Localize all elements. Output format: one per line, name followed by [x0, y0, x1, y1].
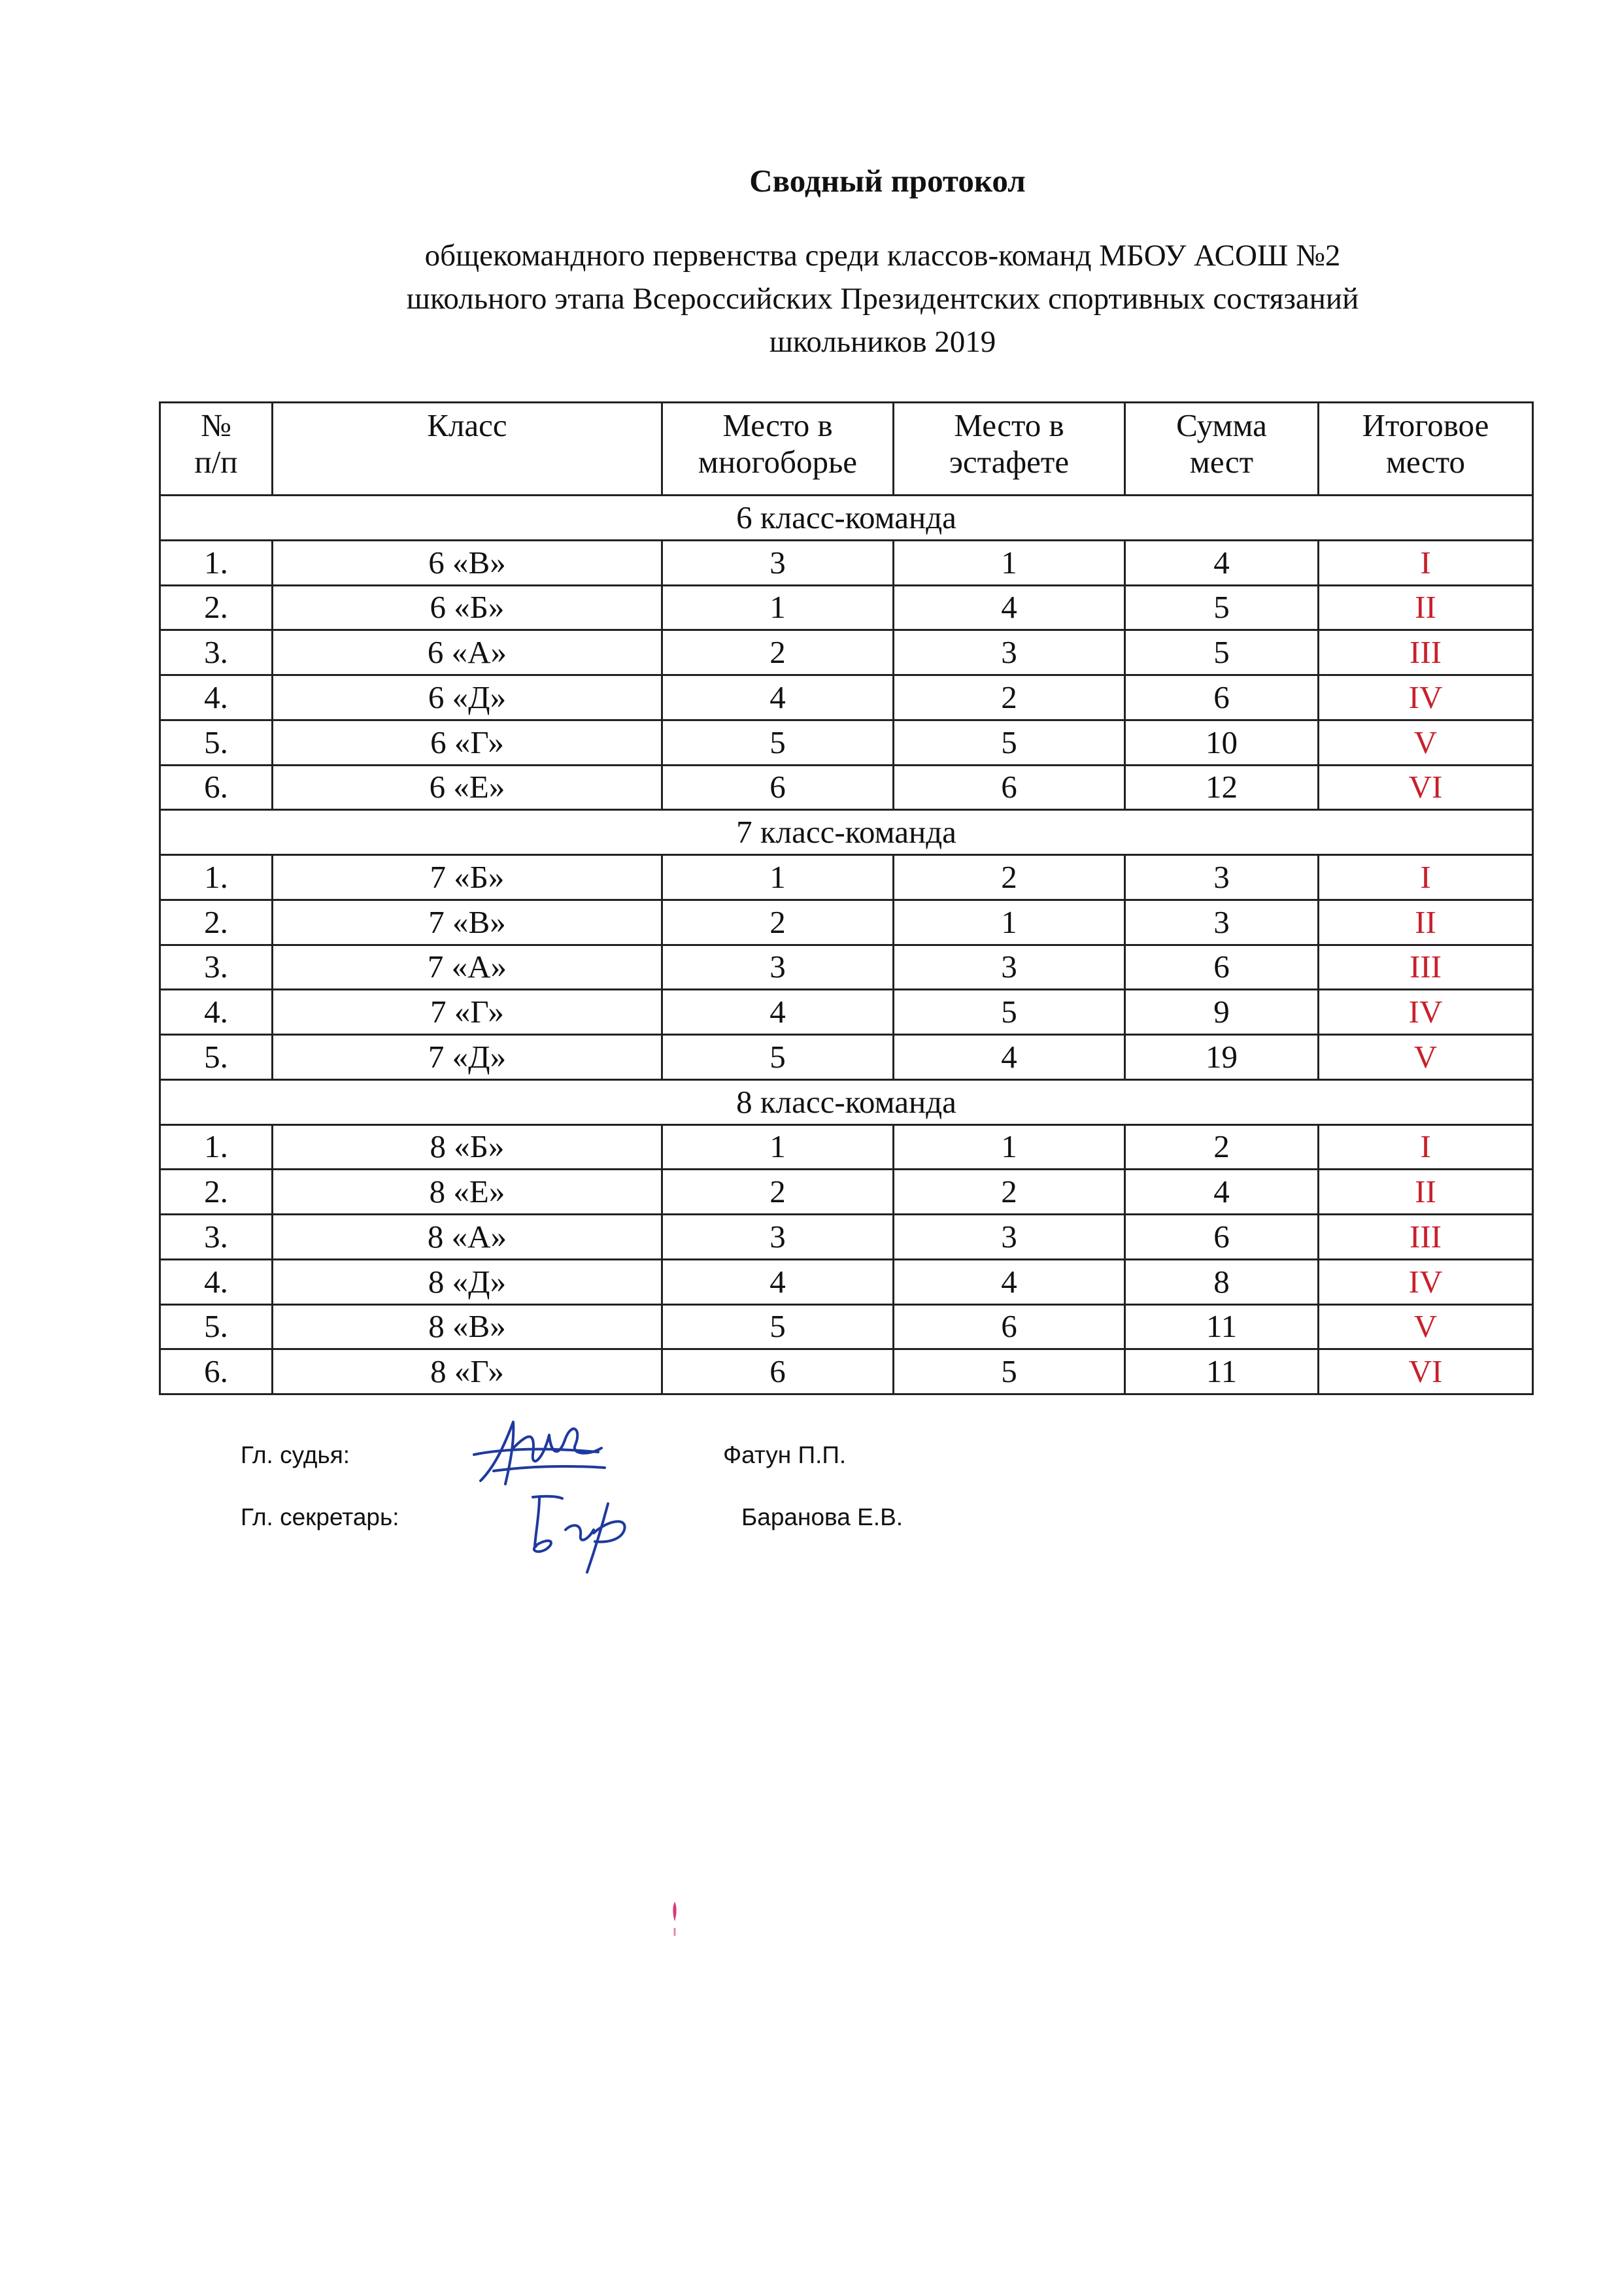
table-row — [160, 1349, 1533, 1394]
table-header-row — [160, 403, 1533, 496]
secretary-name: Баранова Е.В. — [741, 1504, 904, 1530]
section-row — [160, 1079, 1533, 1124]
relay-place-cell: 3 — [894, 945, 1125, 990]
relay-place-cell: 6 — [894, 765, 1125, 810]
multi-place-cell: 2 — [662, 630, 894, 675]
relay-place-cell: 1 — [894, 1124, 1125, 1170]
sum-cell: 8 — [1125, 1259, 1319, 1304]
multi-place-cell: 2 — [662, 1170, 894, 1215]
class-cell: 8 «Д» — [273, 1259, 662, 1304]
secretary-signature — [516, 1484, 647, 1576]
relay-place-cell: 4 — [894, 1259, 1125, 1304]
class-cell: 8 «В» — [273, 1304, 662, 1349]
relay-place-cell: 5 — [894, 720, 1125, 765]
multi-place-cell: 1 — [662, 1124, 894, 1170]
class-cell: 6 «Е» — [273, 765, 662, 810]
class-cell: 6 «А» — [273, 630, 662, 675]
class-cell: 8 «Е» — [273, 1170, 662, 1215]
table-row — [160, 945, 1533, 990]
multi-place-cell: 6 — [662, 1349, 894, 1394]
final-place-cell: II — [1319, 900, 1533, 945]
multi-place-cell: 4 — [662, 675, 894, 720]
final-place-cell: III — [1319, 1215, 1533, 1260]
multi-place-cell: 4 — [662, 990, 894, 1035]
relay-place-cell: 5 — [894, 1349, 1125, 1394]
sum-cell: 9 — [1125, 990, 1319, 1035]
sum-cell: 10 — [1125, 720, 1319, 765]
table-row — [160, 1259, 1533, 1304]
relay-place-cell: 2 — [894, 855, 1125, 900]
row-number-cell: 5. — [160, 720, 273, 765]
final-place-cell: I — [1319, 1124, 1533, 1170]
relay-place-cell: 4 — [894, 1035, 1125, 1080]
row-number-cell: 6. — [160, 1349, 273, 1394]
header-final: Итоговое место — [1319, 403, 1533, 496]
class-cell: 6 «В» — [273, 540, 662, 585]
section-row — [160, 496, 1533, 541]
row-number-cell: 2. — [160, 585, 273, 630]
header-multi: Место в многоборье — [662, 403, 894, 496]
row-number-cell: 4. — [160, 990, 273, 1035]
multi-place-cell: 5 — [662, 720, 894, 765]
final-place-cell: I — [1319, 540, 1533, 585]
relay-place-cell: 4 — [894, 585, 1125, 630]
multi-place-cell: 1 — [662, 585, 894, 630]
class-cell: 7 «Б» — [273, 855, 662, 900]
table-row — [160, 540, 1533, 585]
class-cell: 8 «А» — [273, 1215, 662, 1260]
sum-cell: 6 — [1125, 945, 1319, 990]
row-number-cell: 1. — [160, 1124, 273, 1170]
section-label: 7 класс-команда — [160, 810, 1533, 855]
multi-place-cell: 3 — [662, 945, 894, 990]
header-class: Класс — [273, 403, 662, 496]
section-label: 6 класс-команда — [160, 496, 1533, 541]
table-row — [160, 585, 1533, 630]
row-number-cell: 1. — [160, 855, 273, 900]
header-sum: Сумма мест — [1125, 403, 1319, 496]
paper-mark — [668, 1899, 681, 1938]
multi-place-cell: 5 — [662, 1035, 894, 1080]
secretary-role: Гл. секретарь: — [241, 1504, 399, 1530]
sum-cell: 11 — [1125, 1349, 1319, 1394]
document-subtitle — [268, 234, 1497, 363]
class-cell: 7 «Д» — [273, 1035, 662, 1080]
class-cell: 8 «Г» — [273, 1349, 662, 1394]
section-row — [160, 810, 1533, 855]
row-number-cell: 2. — [160, 900, 273, 945]
final-place-cell: I — [1319, 855, 1533, 900]
row-number-cell: 6. — [160, 765, 273, 810]
relay-place-cell: 6 — [894, 1304, 1125, 1349]
subtitle-line: общекомандного первенства среди классов-команд МБОУ АСОШ №2 — [424, 239, 1341, 273]
row-number-cell: 1. — [160, 540, 273, 585]
judge-name: Фатун П.П. — [723, 1442, 847, 1468]
row-number-cell: 4. — [160, 675, 273, 720]
relay-place-cell: 2 — [894, 675, 1125, 720]
final-place-cell: VI — [1319, 765, 1533, 810]
subtitle-line: школьников 2019 — [769, 325, 996, 359]
table-row — [160, 765, 1533, 810]
class-cell: 8 «Б» — [273, 1124, 662, 1170]
relay-place-cell: 3 — [894, 630, 1125, 675]
row-number-cell: 4. — [160, 1259, 273, 1304]
row-number-cell: 3. — [160, 1215, 273, 1260]
final-place-cell: IV — [1319, 1259, 1533, 1304]
sum-cell: 3 — [1125, 855, 1319, 900]
table-row — [160, 900, 1533, 945]
final-place-cell: III — [1319, 945, 1533, 990]
final-place-cell: II — [1319, 585, 1533, 630]
final-place-cell: IV — [1319, 990, 1533, 1035]
table-row — [160, 990, 1533, 1035]
sum-cell: 4 — [1125, 540, 1319, 585]
sum-cell: 2 — [1125, 1124, 1319, 1170]
sum-cell: 19 — [1125, 1035, 1319, 1080]
sum-cell: 6 — [1125, 1215, 1319, 1260]
table-body — [160, 496, 1533, 1394]
final-place-cell: III — [1319, 630, 1533, 675]
section-label: 8 класс-команда — [160, 1079, 1533, 1124]
class-cell: 6 «Б» — [273, 585, 662, 630]
table-row — [160, 720, 1533, 765]
subtitle-line: школьного этапа Всероссийских Президентских спортивных состязаний — [406, 282, 1359, 316]
class-cell: 7 «Г» — [273, 990, 662, 1035]
sum-cell: 11 — [1125, 1304, 1319, 1349]
final-place-cell: V — [1319, 1035, 1533, 1080]
class-cell: 7 «А» — [273, 945, 662, 990]
final-place-cell: II — [1319, 1170, 1533, 1215]
table-row — [160, 855, 1533, 900]
row-number-cell: 3. — [160, 630, 273, 675]
multi-place-cell: 3 — [662, 540, 894, 585]
table-row — [160, 675, 1533, 720]
relay-place-cell: 2 — [894, 1170, 1125, 1215]
final-place-cell: VI — [1319, 1349, 1533, 1394]
relay-place-cell: 5 — [894, 990, 1125, 1035]
relay-place-cell: 1 — [894, 540, 1125, 585]
final-place-cell: IV — [1319, 675, 1533, 720]
multi-place-cell: 3 — [662, 1215, 894, 1260]
multi-place-cell: 4 — [662, 1259, 894, 1304]
class-cell: 6 «Г» — [273, 720, 662, 765]
table-row — [160, 1035, 1533, 1080]
multi-place-cell: 5 — [662, 1304, 894, 1349]
sum-cell: 6 — [1125, 675, 1319, 720]
final-place-cell: V — [1319, 720, 1533, 765]
table-row — [160, 1170, 1533, 1215]
class-cell: 7 «В» — [273, 900, 662, 945]
final-place-cell: V — [1319, 1304, 1533, 1349]
results-table — [159, 401, 1534, 1395]
multi-place-cell: 6 — [662, 765, 894, 810]
table-row — [160, 630, 1533, 675]
relay-place-cell: 1 — [894, 900, 1125, 945]
sum-cell: 4 — [1125, 1170, 1319, 1215]
table-row — [160, 1304, 1533, 1349]
judge-signature — [467, 1409, 611, 1494]
relay-place-cell: 3 — [894, 1215, 1125, 1260]
header-relay: Место в эстафете — [894, 403, 1125, 496]
table-row — [160, 1124, 1533, 1170]
header-num: № п/п — [160, 403, 273, 496]
judge-role: Гл. судья: — [241, 1442, 350, 1468]
table-row — [160, 1215, 1533, 1260]
sum-cell: 3 — [1125, 900, 1319, 945]
multi-place-cell: 1 — [662, 855, 894, 900]
multi-place-cell: 2 — [662, 900, 894, 945]
row-number-cell: 5. — [160, 1035, 273, 1080]
sum-cell: 5 — [1125, 630, 1319, 675]
row-number-cell: 2. — [160, 1170, 273, 1215]
row-number-cell: 3. — [160, 945, 273, 990]
document-title: Сводный протокол — [749, 163, 1026, 199]
class-cell: 6 «Д» — [273, 675, 662, 720]
sum-cell: 12 — [1125, 765, 1319, 810]
row-number-cell: 5. — [160, 1304, 273, 1349]
sum-cell: 5 — [1125, 585, 1319, 630]
